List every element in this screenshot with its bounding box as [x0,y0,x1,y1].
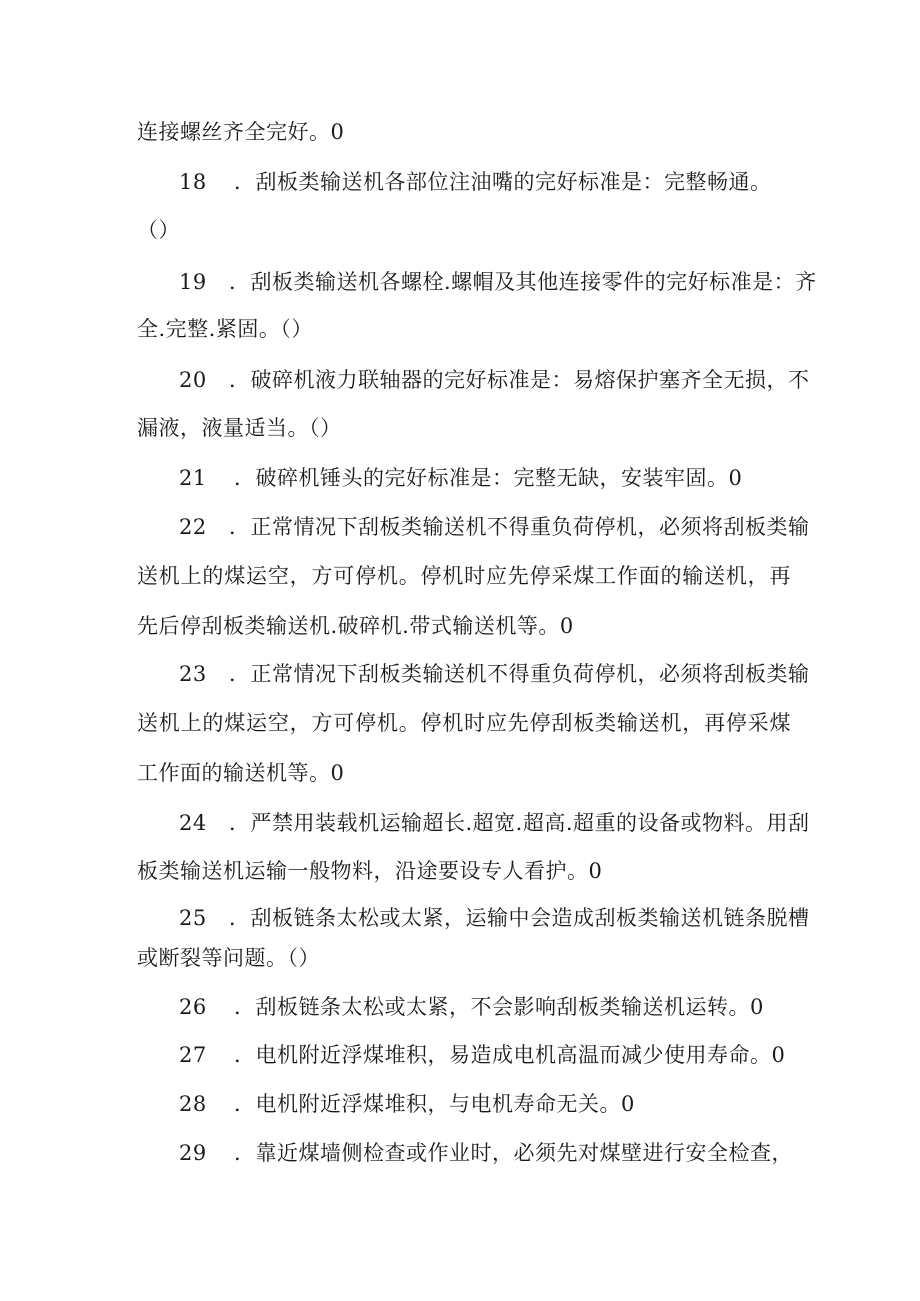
question-text: ．刮板类输送机各部位注油嘴的完好标准是：完整畅通。 [234,170,772,194]
question-text: ．刮板链条太松或太紧，不会影响刮板类输送机运转。0 [234,995,764,1019]
text-line: （） [137,218,180,242]
question-number: 19 [179,270,207,294]
question-20 [179,365,810,395]
question-text: ．正常情况下刮板类输送机不得重负荷停机，必须将刮板类输 [229,662,810,686]
text-line: 工作面的输送机等。0 [137,761,345,785]
question-number: 28 [179,1092,207,1116]
question-25 [179,903,810,933]
question-text: ．刮板类输送机各螺栓.螺帽及其他连接零件的完好标准是：齐 [229,270,817,294]
text-line: 或断裂等问题。（） [137,946,320,970]
question-23 [179,659,810,689]
question-text: ．电机附近浮煤堆积，易造成电机高温而减少使用寿命。0 [234,1043,786,1067]
question-22 [179,512,810,542]
text-line: 先后停刮板类输送机.破碎机.带式输送机等。0 [137,614,574,638]
question-number: 21 [179,466,207,490]
question-number: 24 [179,811,207,835]
question-number: 27 [179,1043,207,1067]
question-26 [179,992,791,1022]
question-number: 22 [179,515,207,539]
question-number: 29 [179,1141,207,1165]
text-line: 全.完整.紧固。（） [137,317,313,341]
question-number: 20 [179,368,207,392]
question-text: ．刮板链条太松或太紧，运输中会造成刮板类输送机链条脱槽 [229,906,810,930]
text-line: 板类输送机运输一般物料，沿途要设专人看护。0 [137,859,603,883]
question-text: ．破碎机液力联轴器的完好标准是：易熔保护塞齐全无损，不 [229,368,810,392]
text-line: 漏液，液量适当。（） [137,416,342,440]
question-29 [179,1138,791,1168]
question-19 [179,267,817,297]
question-21 [179,463,791,493]
question-27 [179,1040,791,1070]
question-18 [179,167,791,197]
text-line: 送机上的煤运空，方可停机。停机时应先停采煤工作面的输送机，再 [137,564,791,588]
text-line: 连接螺丝齐全完好。0 [137,120,345,144]
question-number: 18 [179,170,207,194]
question-number: 25 [179,906,207,930]
question-text: ．破碎机锤头的完好标准是：完整无缺，安装牢固。0 [234,466,743,490]
question-text: ．正常情况下刮板类输送机不得重负荷停机，必须将刮板类输 [229,515,810,539]
question-24 [179,808,810,838]
question-28 [179,1089,791,1119]
question-text: ．靠近煤墙侧检查或作业时，必须先对煤壁进行安全检查， [234,1141,793,1165]
question-number: 23 [179,662,207,686]
question-number: 26 [179,995,207,1019]
question-text: ．严禁用装载机运输超长.超宽.超高.超重的设备或物料。用刮 [229,811,810,835]
question-text: ．电机附近浮煤堆积，与电机寿命无关。0 [234,1092,635,1116]
text-line: 送机上的煤运空，方可停机。停机时应先停刮板类输送机，再停采煤 [137,711,791,735]
